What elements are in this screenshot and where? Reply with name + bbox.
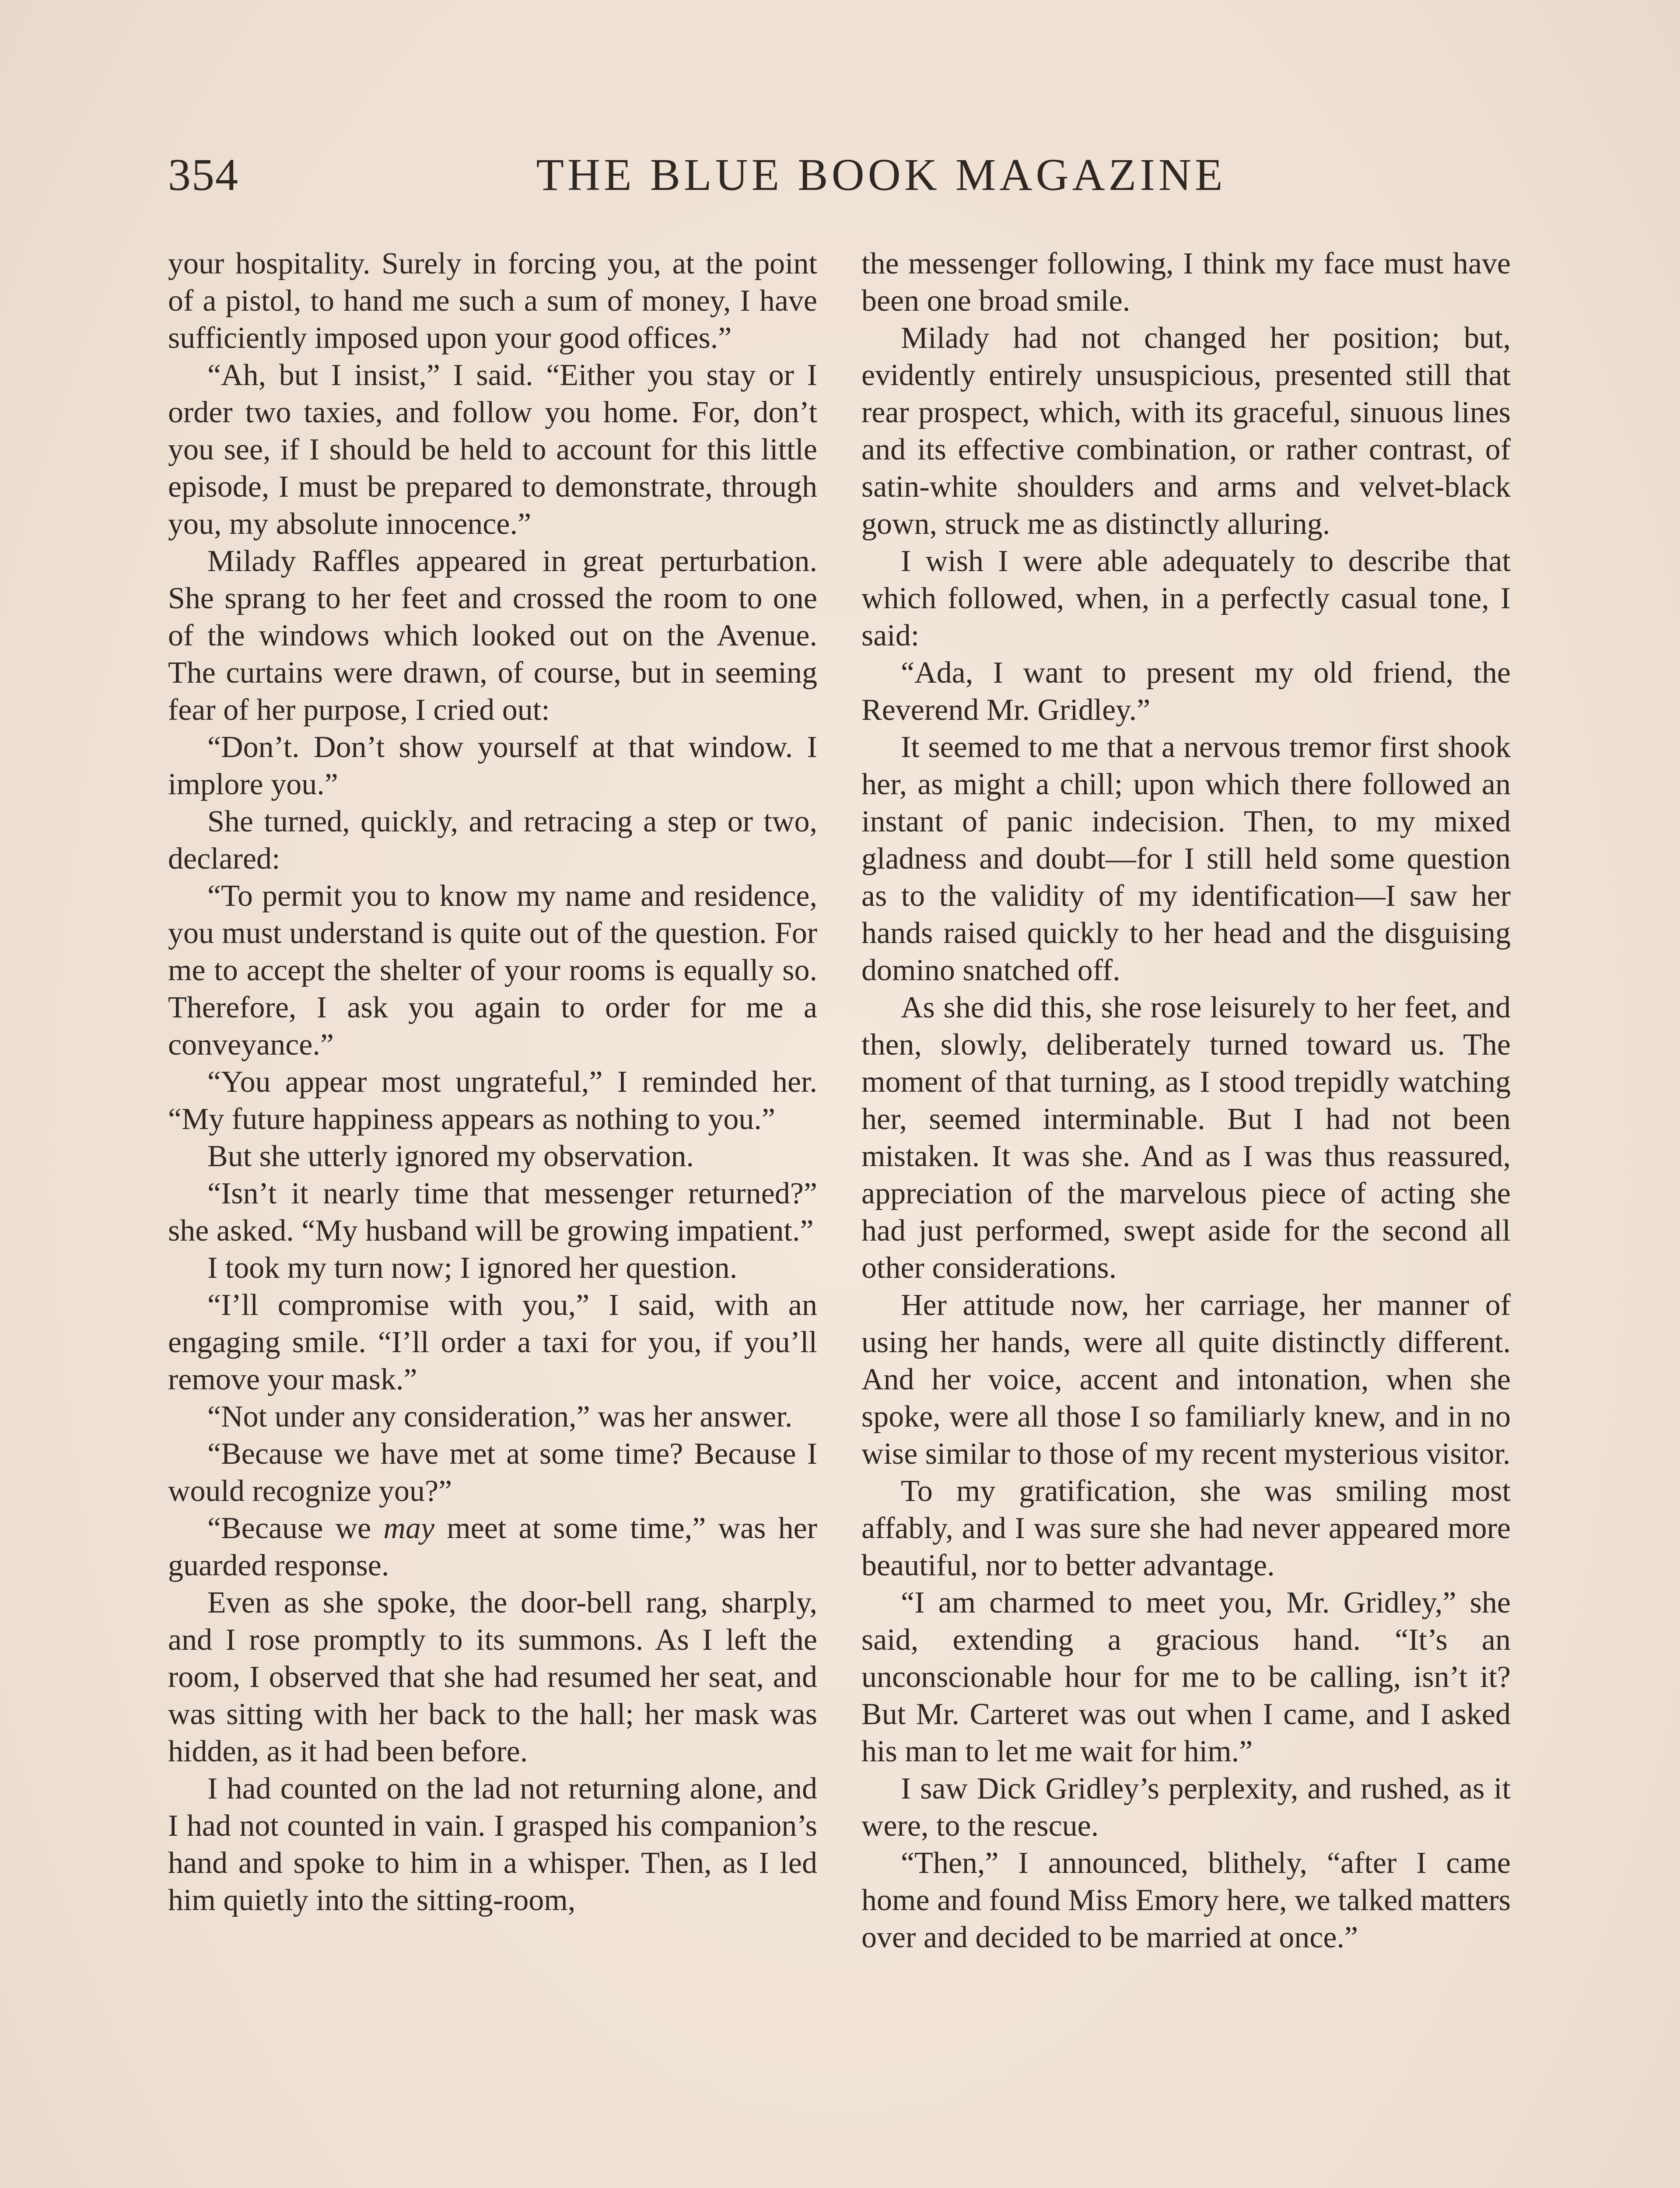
paragraph-with-italic xyxy=(168,1510,817,1584)
paragraph: I had counted on the lad not returning alone, and I had not counted in vain. I grasped his companion’s hand and spoke to him in a whisper. Then, as I led him quietly into the sitting-room, xyxy=(168,1772,817,1917)
paragraph: I took my turn now; I ignored her question. xyxy=(207,1251,738,1285)
paragraph: “I am charmed to meet you, Mr. Gridley,” she said, extending a gracious hand. “It’s an unconscionable hour for me to be calling, isn’t it? But Mr. Carteret was out when I came, and I asked his man to let me wait for him.” xyxy=(861,1586,1511,1768)
left-column xyxy=(168,245,817,1919)
paragraph: Milady had not changed her position; but, evidently entirely unsuspicious, presented still that rear prospect, which, with its graceful, sinuous lines and its effective combination, or rather contrast, of satin-white shoulders and arms and velvet-black gown, struck me as distinctly alluring. xyxy=(861,321,1511,541)
paragraph: Even as she spoke, the door-bell rang, sharply, and I rose promptly to its summons. As I left the room, I observed that she had resumed her seat, and was sitting with her back to the hall; her mask was hidden, as it had been before. xyxy=(168,1586,817,1768)
paragraph: “Don’t. Don’t show yourself at that window. I implore you.” xyxy=(168,730,817,801)
paragraph: I saw Dick Gridley’s perplexity, and rushed, as it were, to the rescue. xyxy=(861,1772,1511,1843)
paragraph: the messenger following, I think my face must have been one broad smile. xyxy=(861,247,1511,318)
paragraph: To my gratification, she was smiling most affably, and I was sure she had never appeared more beautiful, nor to better advantage. xyxy=(861,1474,1511,1582)
paragraph: She turned, quickly, and retracing a step or two, declared: xyxy=(168,805,817,876)
magazine-title: THE BLUE BOOK MAGAZINE xyxy=(536,150,1226,200)
right-column xyxy=(861,245,1511,1956)
paragraph: As she did this, she rose leisurely to her feet, and then, slowly, deliberately turned toward us. The moment of that turning, as I stood trepidly watching her, seemed interminable. But I had not been mistaken. It was she. And as I was thus reassured, appreciation of the marvelous piece of acting she had just performed, swept aside for the second all other considerations. xyxy=(861,991,1511,1285)
paragraph: your hospitality. Surely in forcing you, at the point of a pistol, to hand me such a sum of money, I have sufficiently imposed upon your good offices.” xyxy=(168,247,817,355)
paragraph: “Because we have met at some time? Because I would recognize you?” xyxy=(168,1437,817,1508)
page-header xyxy=(168,144,1516,206)
paragraph: It seemed to me that a nervous tremor first shook her, as might a chill; upon which there followed an instant of panic indecision. Then, to my mixed gladness and doubt—for I still held some question as to the validity of my identification—I saw her hands raised quickly to her head and the disguising domino snatched off. xyxy=(861,730,1511,987)
paragraph: “Ada, I want to present my old friend, the Reverend Mr. Gridley.” xyxy=(861,656,1511,727)
paragraph: “Not under any consideration,” was her answer. xyxy=(207,1400,793,1434)
italic-word: may xyxy=(383,1511,435,1545)
paragraph: “You appear most ungrateful,” I reminded her. “My future happiness appears as nothing to you.” xyxy=(168,1065,817,1136)
paragraph: “To permit you to know my name and residence, you must understand is quite out of the question. For me to accept the shelter of your rooms is equally so. Therefore, I ask you again to order for me a conveyance.” xyxy=(168,879,817,1062)
paragraph: I wish I were able adequately to describe that which followed, when, in a perfectly casual tone, I said: xyxy=(861,544,1511,652)
paragraph: “I’ll compromise with you,” I said, with an engaging smile. “I’ll order a taxi for you, if you’ll remove your mask.” xyxy=(168,1288,817,1396)
paragraph: Her attitude now, her carriage, her manner of using her hands, were all quite distinctly different. And her voice, accent and intonation, when she spoke, were all those I so familiarly knew, and in no wise similar to those of my recent mysterious visitor. xyxy=(861,1288,1511,1471)
paragraph: But she utterly ignored my observation. xyxy=(207,1140,694,1173)
text-run: “Because we xyxy=(207,1511,384,1545)
paragraph: “Then,” I announced, blithely, “after I came home and found Miss Emory here, we talked matters over and decided to be married at once.” xyxy=(861,1846,1511,1954)
text-run: meet at some time,” was her guarded response. xyxy=(168,1511,817,1582)
paragraph: “Isn’t it nearly time that messenger returned?” she asked. “My husband will be growing impatient.” xyxy=(168,1177,817,1248)
paragraph: “Ah, but I insist,” I said. “Either you stay or I order two taxies, and follow you home. For, don’t you see, if I should be held to account for this little episode, I must be prepared to demonstrate, through you, my absolute innocence.” xyxy=(168,358,817,541)
paragraph: Milady Raffles appeared in great perturbation. She sprang to her feet and crossed the room to one of the windows which looked out on the Avenue. The curtains were drawn, of course, but in seeming fear of her purpose, I cried out: xyxy=(168,544,817,727)
page-number: 354 xyxy=(168,150,239,200)
